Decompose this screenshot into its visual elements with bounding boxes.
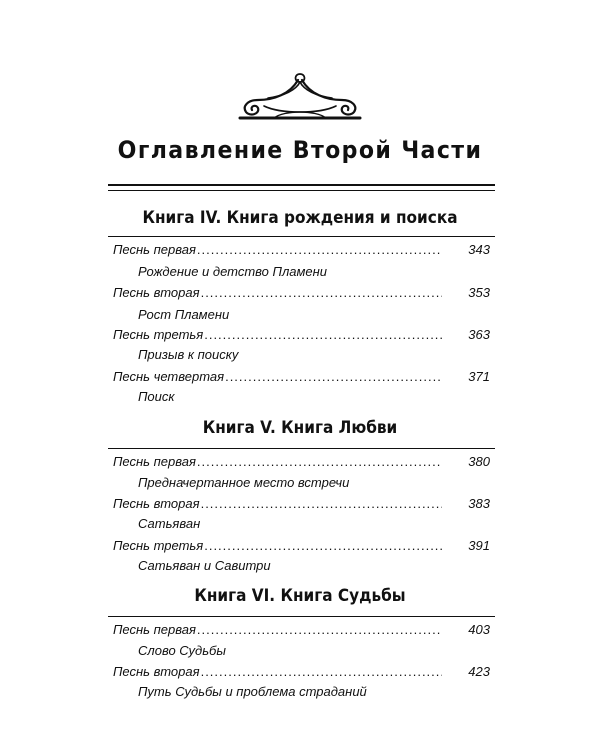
page-number: 343 <box>468 242 490 257</box>
section-divider <box>108 448 495 449</box>
canto-label: Песнь первая <box>113 242 196 257</box>
canto-label: Песнь третья <box>113 538 204 553</box>
canto-subtitle: Рост Пламени <box>138 307 230 322</box>
canto-label: Песнь первая <box>113 454 196 469</box>
toc-entry[interactable] <box>113 327 443 345</box>
canto-subtitle: Сатьяван <box>138 516 201 531</box>
toc-entry[interactable] <box>113 664 443 682</box>
canto-subtitle: Предначертанное место встречи <box>138 475 350 490</box>
canto-subtitle: Слово Судьбы <box>138 643 226 658</box>
ornament-icon <box>234 70 366 122</box>
toc-entry[interactable] <box>113 622 443 640</box>
canto-subtitle: Призыв к поиску <box>138 347 239 362</box>
canto-label: Песнь вторая <box>113 664 200 679</box>
canto-subtitle: Сатьяван и Савитри <box>138 558 271 573</box>
leader-dots <box>225 369 442 384</box>
toc-entry[interactable] <box>113 538 443 556</box>
toc-entry[interactable] <box>113 454 443 472</box>
section-divider <box>108 236 495 237</box>
canto-label: Песнь третья <box>113 327 204 342</box>
leader-dots <box>197 622 442 637</box>
leader-dots <box>197 242 442 257</box>
leader-dots <box>204 327 442 342</box>
page-number: 383 <box>468 496 490 511</box>
canto-label: Песнь первая <box>113 622 196 637</box>
leader-dots <box>201 496 442 511</box>
book-title: Книга VI. Книга Судьбы <box>194 586 406 606</box>
canto-subtitle: Путь Судьбы и проблема страданий <box>138 684 367 699</box>
page-number: 391 <box>468 538 490 553</box>
page-title: Оглавление Второй Части <box>117 136 483 164</box>
page-number: 363 <box>468 327 490 342</box>
canto-subtitle: Рождение и детство Пламени <box>138 264 328 279</box>
canto-label: Песнь вторая <box>113 285 200 300</box>
leader-dots <box>197 454 442 469</box>
toc-entry[interactable] <box>113 369 443 387</box>
toc-entry[interactable] <box>113 285 443 303</box>
leader-dots <box>204 538 442 553</box>
page-number: 380 <box>468 454 490 469</box>
page-number: 403 <box>468 622 490 637</box>
book-title: Книга V. Книга Любви <box>202 418 398 438</box>
page-number: 371 <box>468 369 490 384</box>
title-divider <box>108 184 495 191</box>
page-number: 353 <box>468 285 490 300</box>
toc-entry[interactable] <box>113 496 443 514</box>
leader-dots <box>201 285 442 300</box>
leader-dots <box>201 664 442 679</box>
canto-label: Песнь четвертая <box>113 369 225 384</box>
section-divider <box>108 616 495 617</box>
book-title: Книга IV. Книга рождения и поиска <box>142 208 458 228</box>
canto-subtitle: Поиск <box>138 389 175 404</box>
toc-entry[interactable] <box>113 242 443 260</box>
page-number: 423 <box>468 664 490 679</box>
canto-label: Песнь вторая <box>113 496 200 511</box>
